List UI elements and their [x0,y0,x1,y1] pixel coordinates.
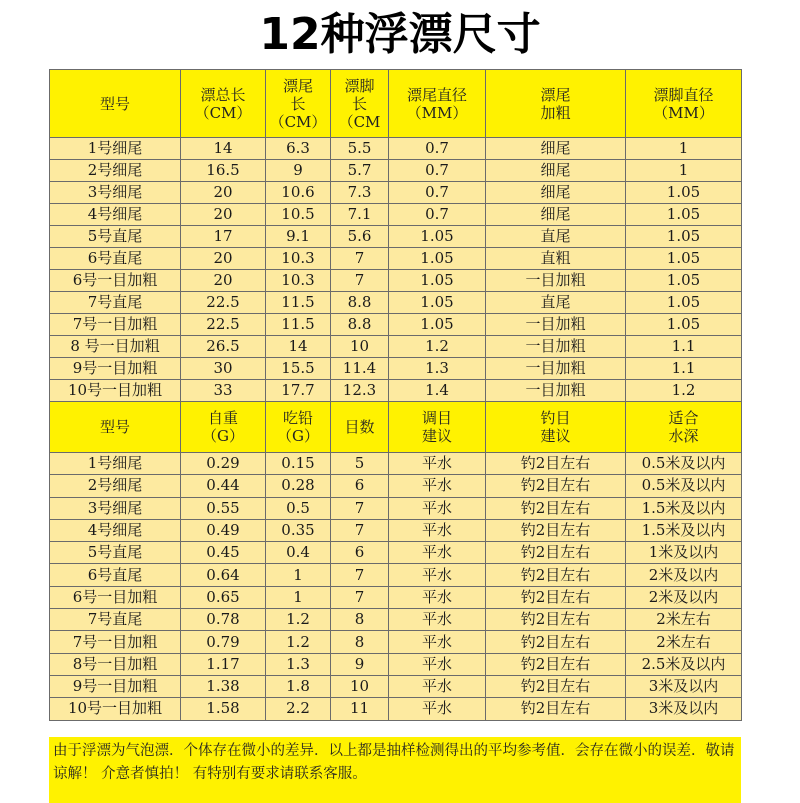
value-cell: 10.3 [266,270,331,292]
value-cell: 一目加粗 [486,358,626,380]
model-cell: 3号细尾 [50,182,181,204]
value-cell: 1 [266,564,331,586]
value-cell: 钓2目左右 [486,519,626,541]
value-cell: 钓2目左右 [486,653,626,675]
table2-header-row [50,402,742,453]
value-cell: 1.05 [389,292,486,314]
value-cell: 16.5 [181,160,266,182]
value-cell: 5 [331,453,389,475]
table-row [50,497,742,519]
table-row [50,542,742,564]
table-row [50,226,742,248]
value-cell: 20 [181,270,266,292]
table-row [50,358,742,380]
value-cell: 细尾 [486,160,626,182]
value-cell: 7 [331,564,389,586]
value-cell: 1.3 [389,358,486,380]
value-cell: 1.3 [266,653,331,675]
value-cell: 11 [331,698,389,720]
value-cell: 2.2 [266,698,331,720]
value-cell: 17.7 [266,380,331,402]
value-cell: 6 [331,475,389,497]
value-cell: 平水 [389,631,486,653]
value-cell: 0.29 [181,453,266,475]
value-cell: 0.5米及以内 [626,453,742,475]
value-cell: 7 [331,586,389,608]
value-cell: 10 [331,336,389,358]
value-cell: 钓2目左右 [486,609,626,631]
value-cell: 直尾 [486,292,626,314]
model-cell: 7号一目加粗 [50,314,181,336]
value-cell: 1.05 [626,270,742,292]
value-cell: 1.05 [389,226,486,248]
value-cell: 0.49 [181,519,266,541]
value-cell: 直粗 [486,248,626,270]
value-cell: 一目加粗 [486,270,626,292]
model-cell: 6号直尾 [50,564,181,586]
value-cell: 1.17 [181,653,266,675]
value-cell: 钓2目左右 [486,698,626,720]
table-row [50,675,742,697]
table1-header-row [50,70,742,138]
table2-header-cell: 型号 [50,402,181,453]
table-row [50,160,742,182]
value-cell: 1.05 [389,270,486,292]
table1-header-cell: 漂尾直径 （MM） [389,70,486,138]
table1-header-cell: 漂脚直径 （MM） [626,70,742,138]
value-cell: 10.5 [266,204,331,226]
table2-header-cell: 自重 （G） [181,402,266,453]
value-cell: 钓2目左右 [486,631,626,653]
value-cell: 30 [181,358,266,380]
table1-header-cell: 型号 [50,70,181,138]
value-cell: 17 [181,226,266,248]
value-cell: 0.45 [181,542,266,564]
value-cell: 9.1 [266,226,331,248]
table1-header-cell: 漂尾 加粗 [486,70,626,138]
model-cell: 5号直尾 [50,226,181,248]
value-cell: 1米及以内 [626,542,742,564]
model-cell: 6号一目加粗 [50,270,181,292]
model-cell: 8号一目加粗 [50,653,181,675]
value-cell: 1.2 [626,380,742,402]
value-cell: 平水 [389,675,486,697]
value-cell: 10.3 [266,248,331,270]
model-cell: 6号直尾 [50,248,181,270]
value-cell: 一目加粗 [486,336,626,358]
value-cell: 0.78 [181,609,266,631]
value-cell: 8.8 [331,314,389,336]
value-cell: 平水 [389,475,486,497]
value-cell: 6.3 [266,138,331,160]
value-cell: 平水 [389,519,486,541]
value-cell: 11.5 [266,314,331,336]
value-cell: 10 [331,675,389,697]
model-cell: 4号细尾 [50,204,181,226]
table-row [50,475,742,497]
value-cell: 钓2目左右 [486,453,626,475]
value-cell: 26.5 [181,336,266,358]
table1-header-cell: 漂尾 长 （CM） [266,70,331,138]
value-cell: 1.05 [626,226,742,248]
value-cell: 0.55 [181,497,266,519]
value-cell: 0.64 [181,564,266,586]
value-cell: 0.4 [266,542,331,564]
model-cell: 10号一目加粗 [50,380,181,402]
value-cell: 1.05 [626,314,742,336]
value-cell: 8 [331,609,389,631]
value-cell: 1 [626,138,742,160]
value-cell: 0.28 [266,475,331,497]
value-cell: 0.65 [181,586,266,608]
value-cell: 20 [181,248,266,270]
table-row [50,248,742,270]
value-cell: 钓2目左右 [486,564,626,586]
value-cell: 1.2 [266,631,331,653]
value-cell: 5.5 [331,138,389,160]
table-row [50,564,742,586]
value-cell: 平水 [389,653,486,675]
value-cell: 1 [626,160,742,182]
value-cell: 钓2目左右 [486,542,626,564]
table2-header-cell: 适合 水深 [626,402,742,453]
value-cell: 细尾 [486,138,626,160]
model-cell: 9号一目加粗 [50,675,181,697]
value-cell: 9 [266,160,331,182]
value-cell: 33 [181,380,266,402]
value-cell: 0.5 [266,497,331,519]
table2-header-cell: 吃铅 （G） [266,402,331,453]
value-cell: 2米及以内 [626,586,742,608]
value-cell: 平水 [389,497,486,519]
value-cell: 1.38 [181,675,266,697]
value-cell: 7 [331,497,389,519]
table-row [50,182,742,204]
value-cell: 2米及以内 [626,564,742,586]
value-cell: 0.5米及以内 [626,475,742,497]
model-cell: 9号一目加粗 [50,358,181,380]
value-cell: 1.05 [389,248,486,270]
value-cell: 钓2目左右 [486,675,626,697]
table-row [50,609,742,631]
table-row [50,380,742,402]
model-cell: 3号细尾 [50,497,181,519]
value-cell: 0.35 [266,519,331,541]
value-cell: 10.6 [266,182,331,204]
table-row [50,270,742,292]
table-row [50,653,742,675]
value-cell: 20 [181,182,266,204]
value-cell: 7 [331,519,389,541]
table-row [50,631,742,653]
value-cell: 0.44 [181,475,266,497]
value-cell: 8 [331,631,389,653]
table1-header-cell: 漂脚 长 （CM [331,70,389,138]
value-cell: 7.3 [331,182,389,204]
value-cell: 1.05 [626,292,742,314]
model-cell: 2号细尾 [50,160,181,182]
value-cell: 1.1 [626,358,742,380]
value-cell: 7 [331,270,389,292]
value-cell: 1.05 [389,314,486,336]
value-cell: 钓2目左右 [486,586,626,608]
value-cell: 11.4 [331,358,389,380]
value-cell: 9 [331,653,389,675]
value-cell: 平水 [389,453,486,475]
model-cell: 5号直尾 [50,542,181,564]
value-cell: 7 [331,248,389,270]
value-cell: 细尾 [486,182,626,204]
value-cell: 平水 [389,542,486,564]
value-cell: 一目加粗 [486,380,626,402]
table-row [50,138,742,160]
value-cell: 1.1 [626,336,742,358]
model-cell: 6号一目加粗 [50,586,181,608]
disclaimer-note: 由于浮漂为气泡漂．个体存在微小的差异．以上都是抽样检测得出的平均参考值．会存在微小的误差．敬请谅解！ 介意者慎拍！ 有特别有要求请联系客服。 [49,737,741,803]
table2-header-cell: 目数 [331,402,389,453]
value-cell: 7.1 [331,204,389,226]
value-cell: 14 [266,336,331,358]
value-cell: 1.8 [266,675,331,697]
table-row [50,336,742,358]
value-cell: 2米左右 [626,631,742,653]
float-size-table [49,69,742,721]
table-row [50,586,742,608]
value-cell: 一目加粗 [486,314,626,336]
value-cell: 平水 [389,698,486,720]
table2-header-cell: 钓目 建议 [486,402,626,453]
value-cell: 1.5米及以内 [626,519,742,541]
value-cell: 2.5米及以内 [626,653,742,675]
table-row [50,698,742,720]
model-cell: 1号细尾 [50,453,181,475]
value-cell: 1.4 [389,380,486,402]
value-cell: 6 [331,542,389,564]
value-cell: 1.05 [626,182,742,204]
table-row [50,314,742,336]
value-cell: 0.7 [389,160,486,182]
value-cell: 直尾 [486,226,626,248]
value-cell: 1.2 [389,336,486,358]
value-cell: 1.58 [181,698,266,720]
model-cell: 8 号一目加粗 [50,336,181,358]
value-cell: 1.5米及以内 [626,497,742,519]
value-cell: 0.7 [389,138,486,160]
value-cell: 平水 [389,586,486,608]
value-cell: 20 [181,204,266,226]
value-cell: 12.3 [331,380,389,402]
value-cell: 22.5 [181,314,266,336]
value-cell: 3米及以内 [626,698,742,720]
value-cell: 5.6 [331,226,389,248]
value-cell: 14 [181,138,266,160]
value-cell: 1.05 [626,248,742,270]
value-cell: 1 [266,586,331,608]
value-cell: 0.15 [266,453,331,475]
model-cell: 2号细尾 [50,475,181,497]
model-cell: 7号一目加粗 [50,631,181,653]
value-cell: 平水 [389,609,486,631]
model-cell: 7号直尾 [50,292,181,314]
value-cell: 22.5 [181,292,266,314]
value-cell: 5.7 [331,160,389,182]
table-row [50,204,742,226]
page-title: 12种浮漂尺寸 [259,9,541,60]
value-cell: 钓2目左右 [486,475,626,497]
value-cell: 11.5 [266,292,331,314]
value-cell: 0.7 [389,204,486,226]
value-cell: 8.8 [331,292,389,314]
model-cell: 4号细尾 [50,519,181,541]
table1-header-cell: 漂总长 （CM） [181,70,266,138]
model-cell: 7号直尾 [50,609,181,631]
value-cell: 0.79 [181,631,266,653]
model-cell: 10号一目加粗 [50,698,181,720]
table-row [50,519,742,541]
table-row [50,292,742,314]
value-cell: 2米左右 [626,609,742,631]
model-cell: 1号细尾 [50,138,181,160]
value-cell: 细尾 [486,204,626,226]
table-row [50,453,742,475]
value-cell: 0.7 [389,182,486,204]
value-cell: 平水 [389,564,486,586]
value-cell: 1.05 [626,204,742,226]
value-cell: 3米及以内 [626,675,742,697]
value-cell: 15.5 [266,358,331,380]
table2-header-cell: 调目 建议 [389,402,486,453]
value-cell: 1.2 [266,609,331,631]
value-cell: 钓2目左右 [486,497,626,519]
